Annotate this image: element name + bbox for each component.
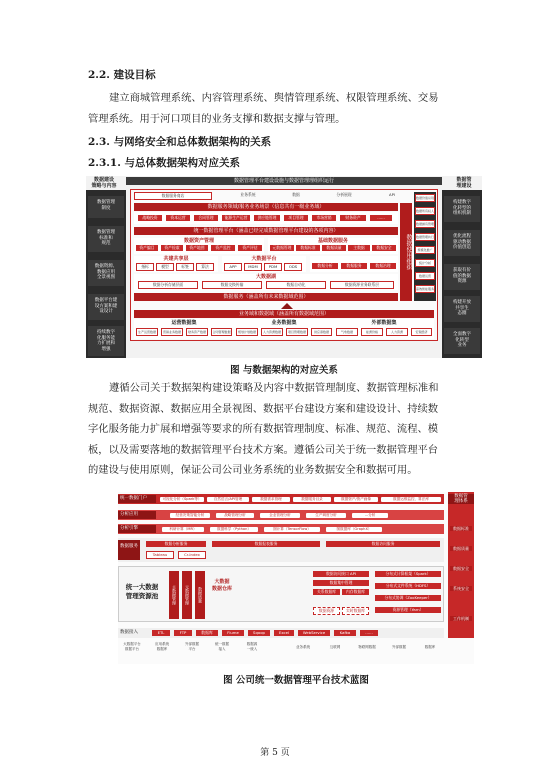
fig1-group-cell: 资产检索	[161, 245, 183, 251]
fig1-bottom-banner: 业务域和数据域（涵盖所有数据域范围）	[134, 310, 434, 318]
fig1-service-cell: 战略投资	[138, 215, 162, 221]
fig1-group-title: 大数据平台	[251, 256, 277, 262]
fig1-right-panel-cell: 规模化推广	[415, 246, 435, 254]
paragraph-goals	[88, 88, 464, 129]
fig2-tool-cell: 科研计算（MR）	[162, 527, 204, 532]
fig1-group-cell: 数据分析	[312, 263, 338, 269]
fig2-source-database-icon: 大数据平台 数据平台	[123, 642, 141, 651]
fig2-ingest-cell: Kafka	[334, 630, 356, 636]
fig2-ingest-cell: Flume	[222, 630, 244, 636]
fig2-service-cell: 数据分析服务	[146, 541, 206, 547]
fig1-group-cell: 资产编目	[136, 245, 158, 251]
fig2-col-label: 主数据管理	[169, 571, 179, 619]
fig1-banner-b: 数据服务领域/服务业务场景（信息共有一级业务域）	[134, 203, 398, 211]
fig2-right-source-icon: 数据库	[424, 645, 436, 649]
fig2-mid-cell: 内存数据库	[342, 589, 369, 595]
fig1-service-cell: ……	[370, 215, 392, 221]
fig2-app-cell: …分析	[352, 513, 388, 518]
fig1-service-cell: 资本运营	[166, 215, 190, 221]
fig1-group-cell: 模型	[156, 263, 174, 271]
fig1-top-left-label: 数据建设 策略与内容	[91, 177, 117, 189]
fig1-group-cell: 资产地图	[186, 245, 208, 251]
fig1-bottom-cell: 财务资产数据	[187, 330, 206, 334]
fig1-group-cell: 指标	[136, 263, 154, 271]
fig1-data-lake	[134, 274, 398, 290]
fig1-right-panel-cell: 数据拥有管理	[416, 222, 435, 226]
fig1-bottom-cell: 气象数据	[336, 328, 358, 336]
fig2-right-source-icon: 互联网	[329, 645, 341, 649]
fig1-bottom-cell: 项目管理数据	[287, 330, 306, 334]
fig2-mid-title: 大数据 数据仓库	[211, 579, 232, 592]
fig1-bottom-cell: 人力资源数据	[262, 330, 281, 334]
fig1-group-cell: ODS	[284, 263, 302, 271]
fig2-source-database-icon: 数据源 一统入	[246, 642, 258, 651]
fig1-icon-label: 分析展现	[336, 192, 352, 197]
fig2-dist-cell: 资源管理（Yarn）	[375, 607, 441, 613]
fig1-service-cell: 能源生产运营	[222, 215, 250, 221]
fig1-icon-label: API	[388, 192, 395, 197]
fig2-ingest-cell: FTP	[174, 630, 192, 636]
fig1-bottom-group: 外部数据集	[371, 320, 397, 326]
fig2-tool-cell: 图数据库（GraphX）	[326, 527, 382, 532]
fig2-app-cell: 经营决策智能分析	[170, 513, 210, 518]
fig1-lake-cell: 数据资源业务联系层	[330, 281, 394, 289]
fig1-bottom-cell: 营销业务数据	[162, 330, 181, 334]
fig1-top-right-label: 数据管 理建设	[456, 177, 472, 189]
fig1-group-cell: 数据服务	[341, 263, 367, 269]
fig2-source-database-icon: 统一数据 接入	[215, 642, 229, 651]
fig1-bottom-cell: 供应商数据	[311, 328, 332, 336]
fig1-group-cell: 元数据管理	[270, 245, 294, 251]
fig1-caption: 图 与数据架构的对应关系	[230, 365, 338, 376]
fig2-right-cell: 数据标准	[450, 526, 472, 531]
fig2-right-cell: 数据质量	[450, 546, 472, 551]
fig1-group-cell: 数据质量	[322, 245, 346, 251]
fig1-right-panel-title: 数据使用组织	[400, 203, 412, 301]
fig2-portal-cell: 数据资产/资产画像	[334, 497, 378, 502]
fig1-bottom-cell: 生产运营数据	[137, 330, 156, 334]
fig1-service-cell: 市场营销	[312, 215, 336, 221]
paragraph-line: 建立商城管理系统、内容管理系统、舆情管理系统、权限管理系统、交易	[109, 92, 439, 104]
fig2-right-source-icon: 业务系统	[296, 645, 310, 649]
fig1-up-arrow-icon	[281, 303, 293, 309]
fig2-row-label: 分析引擎	[118, 525, 156, 533]
fig2-mid-cell: 实时数据库	[342, 607, 369, 615]
fig2-portal-cell: 数据运维监控、算法库	[381, 497, 441, 502]
section-heading-2-3: 2.3. 与网络安全和总体数据架构的关系	[88, 136, 272, 148]
fig1-group-cell: 算法	[196, 263, 214, 271]
fig1-group-cell: MDM	[244, 263, 262, 271]
fig2-row-label: 数据服务	[118, 540, 140, 560]
fig1-bottom-cell: 合同管理数据	[212, 330, 231, 334]
fig2-mid-cell: 数据访问接口 API	[313, 571, 369, 577]
fig2-pool-title: 统一大数据 管理资源池	[125, 583, 159, 600]
fig2-row-label: 分析应用	[118, 511, 156, 519]
fig2-app-row	[118, 510, 444, 520]
fig2-right-source-icon: 外部数据	[392, 645, 406, 649]
fig2-row-label: 数据接入	[120, 630, 138, 635]
fig1-group-cell: 资产监控	[211, 245, 235, 251]
fig1-right-item: 全面数字 化转型 业务	[444, 328, 480, 354]
fig2-row-label: 统一数据门户	[118, 495, 156, 503]
fig2-ingest-cell: WebService	[298, 630, 330, 636]
fig1-left-item: 数据平台建 设方案和建 设设计	[88, 294, 124, 320]
fig2-col-label: 数据质量	[195, 571, 205, 619]
fig2-ingest-cell: Sqoop	[248, 630, 270, 636]
fig2-portal-cell: 自然语言/API管理	[207, 497, 249, 502]
fig2-right-cell: 工作机制	[450, 616, 472, 621]
fig1-right-column	[442, 190, 482, 358]
fig1-banner-c: 统一数据管理平台（涵盖已经完成数据管理平台建设的各项内容）	[134, 227, 398, 235]
fig1-right-item: 构建数字 化转型的 组织机制	[444, 196, 480, 222]
fig1-group-title: 基础数据服务	[317, 238, 348, 244]
fig1-group-base	[268, 238, 398, 254]
fig1-bottom-row	[134, 319, 434, 339]
fig1-bottom-cell: 宏观经济	[411, 328, 432, 336]
fig1-bottom-cell: 规划计划数据	[237, 330, 256, 334]
fig2-ingest-row	[118, 628, 444, 638]
fig1-service-cell: 合同管理	[194, 215, 218, 221]
fig1-left-item: 持续数字 化服务能 力扩展和 增强	[88, 326, 124, 356]
fig1-bottom-group: 运营数据集	[171, 320, 197, 326]
fig1-group-asset	[134, 238, 264, 254]
fig2-right-title: 数据管 理体系	[448, 494, 474, 504]
fig1-service-cell: 供应链管理	[254, 215, 280, 221]
fig1-lake-cell: 数据分析存储层面	[138, 281, 198, 289]
fig2-portal-cell: 数据服务目录	[293, 497, 331, 502]
fig2-ingest-cell: ETL	[152, 630, 170, 636]
paragraph-line: 的建设与使用原则，保证公司公司业务系统的业务数据安全和数据可用。	[88, 464, 418, 477]
fig2-right-column	[448, 492, 474, 638]
fig1-right-item: 优化流程 驱动数据 价值创造	[444, 230, 480, 256]
fig2-right-source-icon: 物联网数据	[358, 645, 376, 649]
fig1-group-cell: PDM	[264, 263, 282, 271]
fig2-right-cell: 系统安全	[450, 586, 472, 591]
fig2-pool-area	[118, 566, 444, 622]
fig2-service-cell: Tableau	[146, 551, 174, 559]
paragraph-line: 遵循公司关于数据架构建设策略及内容中数据管理制度、数据管理标准和	[109, 382, 439, 394]
fig1-group-cell: 主数据	[348, 245, 370, 251]
paragraph-line: 字化服务能力扩展和增强等要求的所有数据管理制度、标准、规范、流程、模	[88, 423, 439, 436]
fig2-service-row	[118, 538, 444, 562]
fig2-service-cell: 数据报表服务	[212, 541, 320, 547]
fig1-right-panel	[414, 192, 436, 301]
page-number: 第 5 页	[260, 748, 290, 758]
paragraph-line: 管理系统。用于河口项目的业务支撑和数据支撑与管理。	[88, 112, 346, 125]
fig1-right-panel-cell: 数据管理执行	[416, 235, 435, 239]
paragraph-line: 规范、数据资源、数据应用全景视图、数据平台建设方案和建设设计、持续数	[88, 402, 439, 415]
fig2-dist-cell: 分布式文件系统（HDFS）	[375, 583, 441, 589]
fig1-group-cell: 数据标准	[296, 245, 320, 251]
fig2-mid-cell: 数据集中管理	[313, 580, 369, 586]
fig2-dist-cell: 分布式协调（ZooKeeper）	[375, 595, 441, 601]
fig1-group-cell: 标签	[176, 263, 194, 271]
fig1-left-column	[86, 190, 126, 358]
fig1-group-analysis	[310, 256, 398, 272]
fig1-lake-title: 大数据湖	[255, 274, 276, 280]
fig1-right-panel-cell: 数据价值识别	[416, 196, 435, 200]
figure-platform-blueprint	[118, 492, 474, 664]
fig1-right-panel-cell: 高效智能服务	[416, 287, 435, 291]
fig1-left-item: 数据资源、 数据应用 全景视图	[88, 260, 124, 286]
fig1-right-panel-cell: 统计分析	[415, 259, 435, 267]
fig2-col-label: 元数据管理	[182, 571, 192, 619]
fig2-source-database-icon: 应用系统 数据库	[155, 642, 169, 651]
fig2-app-cell: 企业管理分析	[260, 513, 300, 518]
fig2-tool-cell: 数据科学（Python）	[210, 527, 258, 532]
fig1-group-cell: 数据安全	[372, 245, 396, 251]
fig1-group-title: 共建共享层	[163, 256, 189, 262]
fig2-portal-cell: 可视化分析（Spark等）	[160, 497, 204, 502]
fig2-caption: 图 公司统一数据管理平台技术蓝图	[223, 675, 369, 686]
fig2-mid-cell: 数据资源	[313, 607, 340, 615]
fig2-app-cell: 生产调度分析	[306, 513, 346, 518]
fig1-right-panel-cell: 数据所有权人	[416, 209, 435, 213]
fig1-bottom-cell: 人力资源	[386, 328, 408, 336]
paragraph-compliance	[88, 378, 464, 481]
fig2-mid-cell: 关系数据库	[313, 589, 340, 595]
fig1-group-title: 数据资产管理	[183, 238, 214, 244]
fig1-banner-d: 数据服务（涵盖所有未来数据域范围）	[134, 293, 398, 301]
fig2-source-database-icon: 外部数据 平台	[185, 642, 199, 651]
fig2-portal-row	[118, 494, 444, 504]
fig1-icon-label: 数据	[292, 192, 300, 197]
fig1-top-banner: 数据管理平台建设设施与数据管理理组织运行	[126, 177, 442, 185]
section-heading-2-3-1: 2.3.1. 与总体数据架构对应关系	[88, 157, 241, 169]
fig2-portal-cell: 数据需求管理	[252, 497, 290, 502]
fig1-group-cell: 数据治理	[370, 263, 396, 269]
fig2-app-cell: 战略管理分析	[216, 513, 254, 518]
fig1-service-row	[134, 212, 398, 224]
fig1-group-bigdata	[222, 256, 306, 272]
section-heading-2-2: 2.2. 建设目标	[88, 69, 156, 81]
fig1-service-cell: 项目管理	[284, 215, 308, 221]
fig1-right-item: 构建开放 共享生 态圈	[444, 296, 480, 322]
fig1-service-cell: 财务资产	[340, 215, 366, 221]
figure-data-architecture	[86, 176, 482, 358]
paragraph-line: 板，以及需要落地的数据管理平台技术方案。遵循公司关于统一数据管理平台	[88, 443, 439, 456]
fig1-banner-a: 数据服务商店	[134, 192, 212, 200]
fig1-right-panel-cell: 数据运营	[415, 272, 435, 280]
fig2-ingest-cell: Excel	[274, 630, 294, 636]
fig1-group-share	[134, 256, 218, 272]
fig2-tool-cell: 图计算（TensorFlow）	[264, 527, 320, 532]
fig2-ingest-cell: 数据库	[196, 630, 218, 636]
fig1-lake-cell: 数据自动化	[266, 281, 326, 289]
fig1-left-item: 数据管理 制度	[88, 196, 124, 218]
fig1-right-item: 获取有价 值的数据 资源	[444, 264, 480, 290]
fig2-right-cell: 数据安全	[450, 566, 472, 571]
fig1-bottom-group: 业务数据集	[271, 320, 297, 326]
fig2-tool-row	[118, 524, 444, 534]
fig2-dist-cell: 分布式计算框架（Spark）	[375, 571, 441, 577]
fig2-service-cell: Cr-Index	[178, 551, 206, 559]
fig1-left-item: 数据管理 标准和 规范	[88, 226, 124, 252]
fig2-ingest-cell: ……	[360, 630, 378, 636]
fig1-lake-cell: 数据交换传输	[202, 281, 262, 289]
fig1-icon-label: 业务系统	[240, 192, 256, 197]
fig1-group-cell: 资产评估	[238, 245, 262, 251]
fig1-bottom-cell: 能源价格	[361, 328, 383, 336]
fig1-group-cell: APP	[224, 263, 242, 271]
fig2-service-cell: 数据访问服务	[326, 541, 440, 547]
